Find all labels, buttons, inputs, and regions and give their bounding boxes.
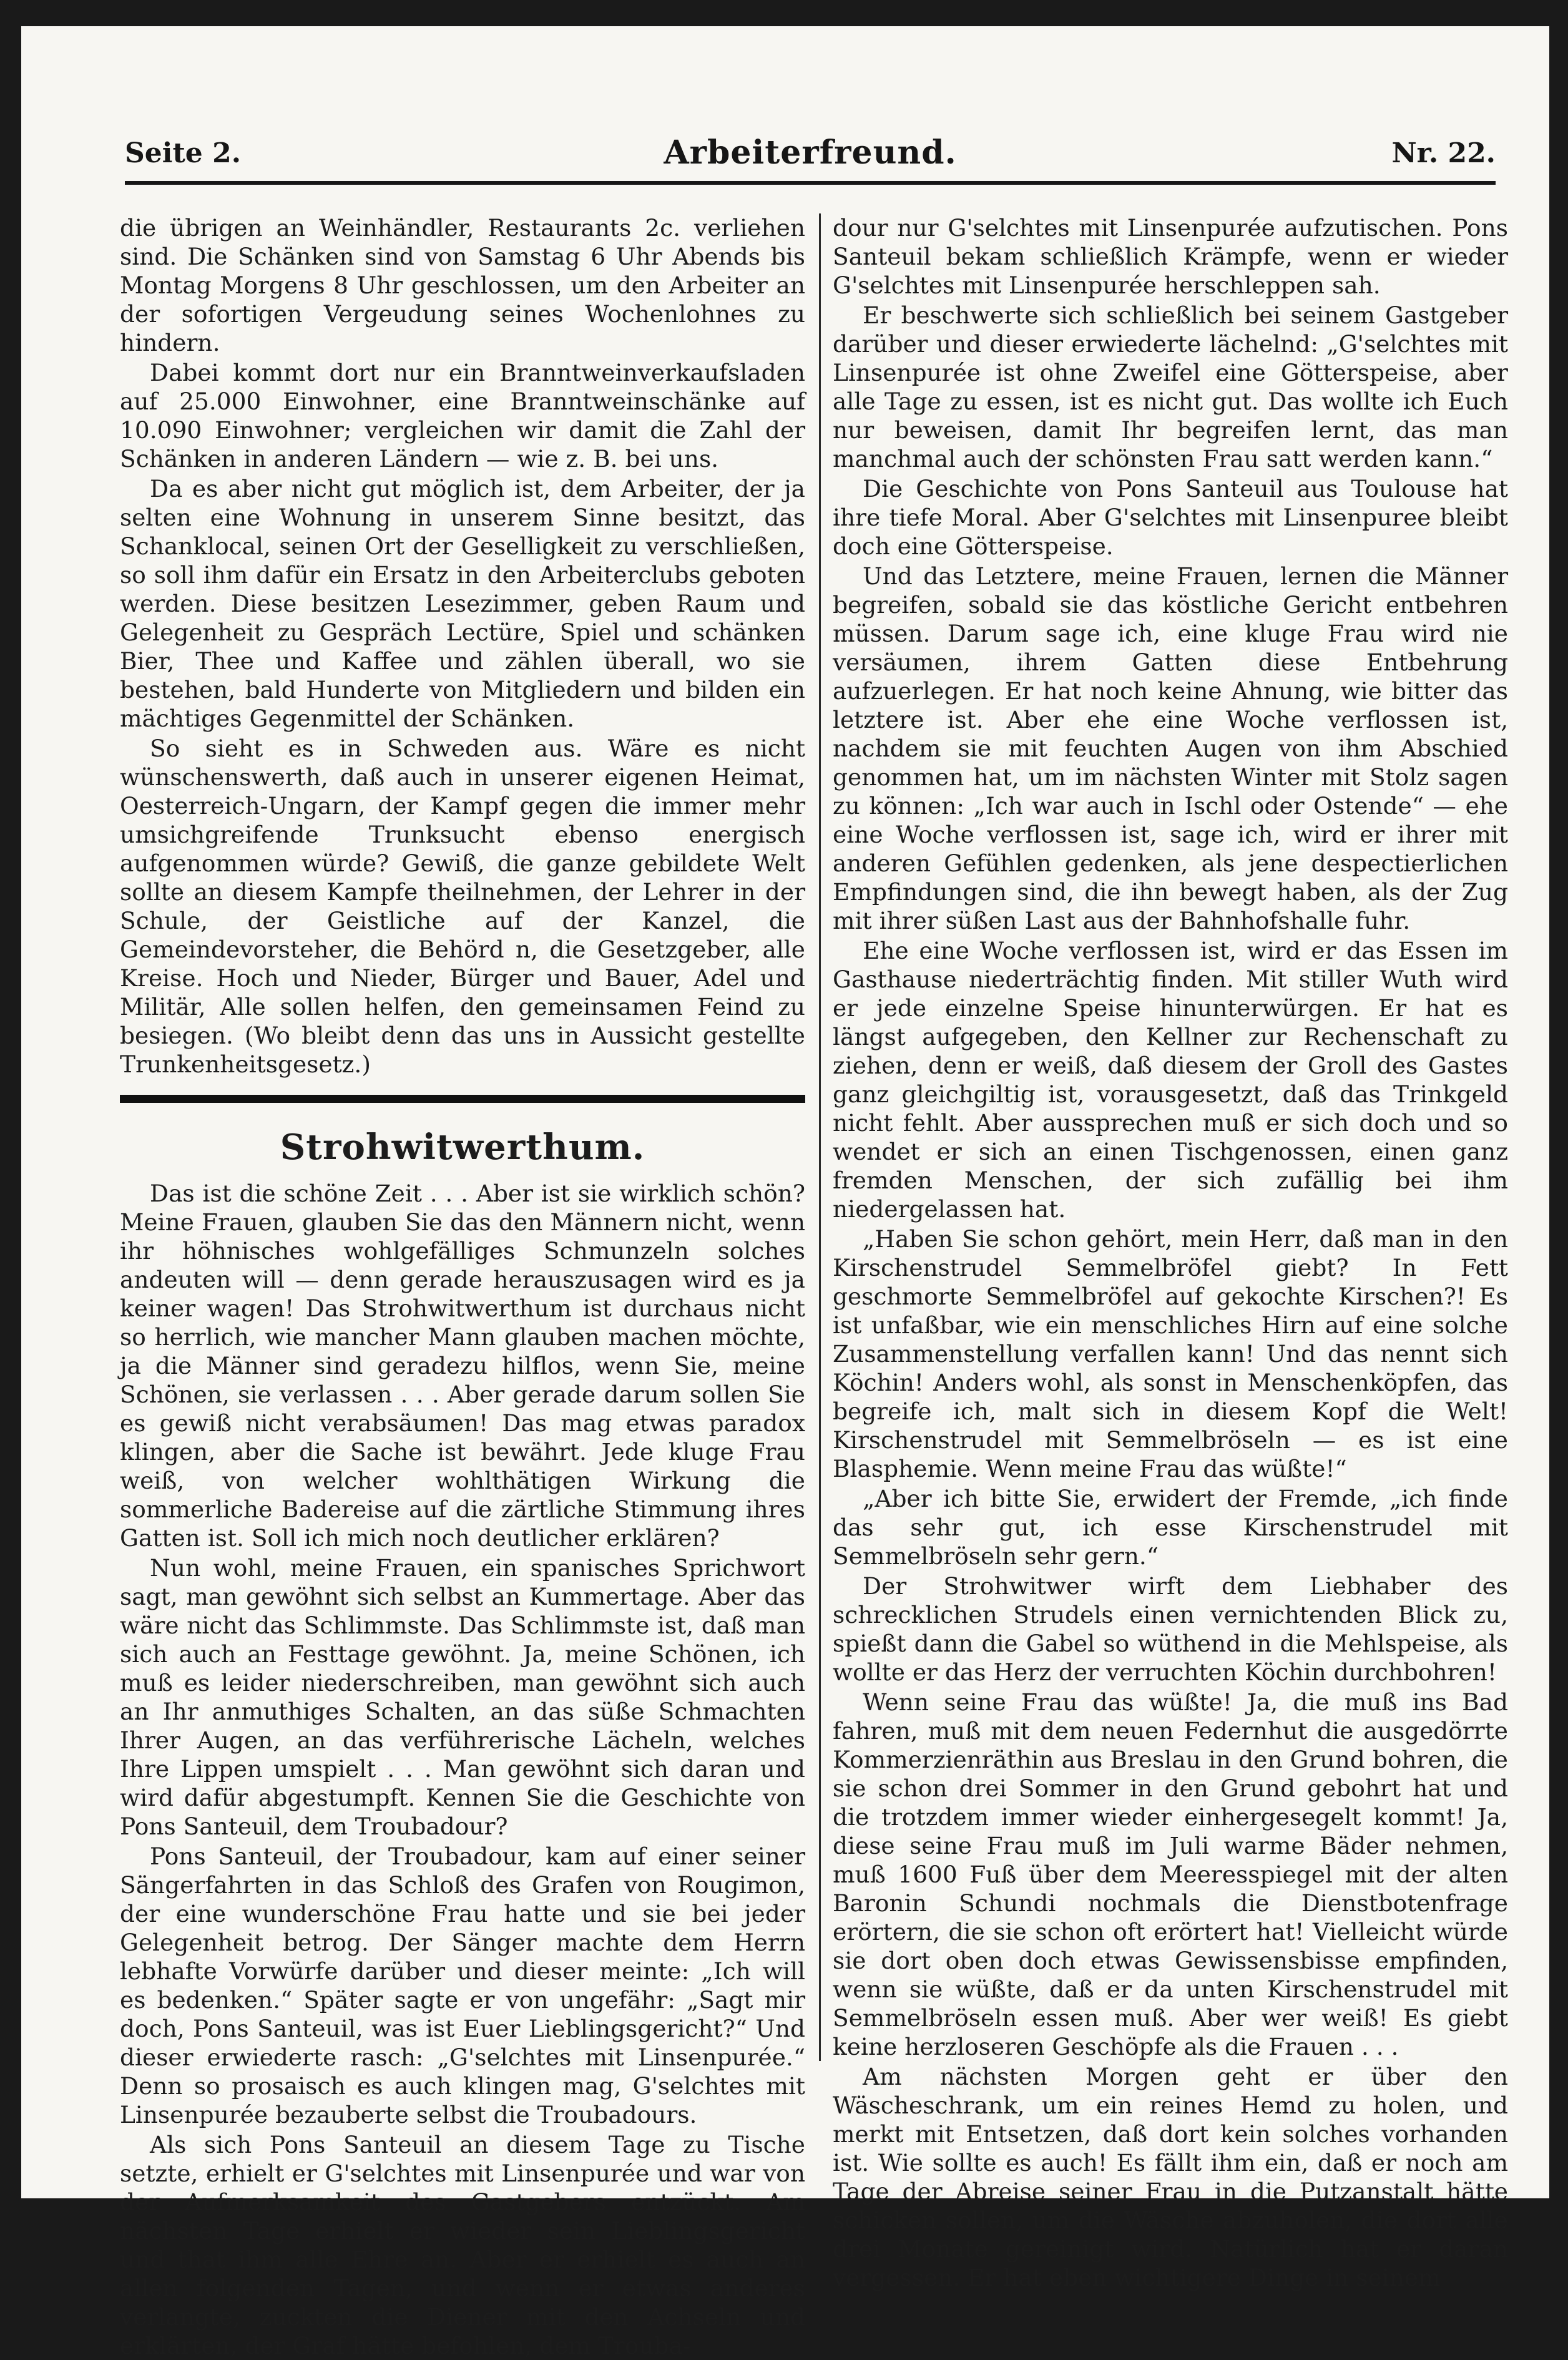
left-column — [120, 213, 805, 2359]
article-paragraph: Er beschwerte sich schließlich bei seinem Gastgeber darüber und dieser erwiederte lächelnd: „G'selchtes mit Linsenpurée ist ohne Zweifel eine Götterspeise, aber alle Tage zu essen, ist es nicht gut. Das wollte ich Euch nur beweisen, damit Ihr begreifen lernt, das man manchmal auch der schönsten Frau satt werden kann.“ — [833, 301, 1508, 472]
article-paragraph: Da es aber nicht gut möglich ist, dem Arbeiter, der ja selten eine Wohnung in unserem Sinne besitzt, das Schanklocal, seinen Ort der Geselligkeit zu verschließen, so soll ihm dafür ein Ersatz in den Arbeiterclubs geboten werden. Diese besitzen Lesezimmer, geben Raum und Gelegenheit zu Gespräch Lectüre, Spiel und schänken Bier, Thee und Kaffee und zählen überall, wo sie bestehen, bald Hunderte von Mitgliedern und bilden ein mächtiges Gegenmittel der Schänken. — [120, 475, 805, 732]
article-paragraph: die übrigen an Weinhändler, Restaurants 2c. verliehen sind. Die Schänken sind von Samstag 6 Uhr Abends bis Montag Morgens 8 Uhr geschlossen, um den Arbeiter an der sofortigen Vergeudung seines Wochenlohnes zu hindern. — [120, 214, 805, 356]
article-paragraph: dour nur G'selchtes mit Linsenpurée aufzutischen. Pons Santeuil bekam schließlich Krämpfe, wenn er wieder G'selchtes mit Linsenpurée herschleppen sah. — [833, 214, 1508, 299]
article-paragraph: Am nächsten Morgen geht er über den Wäscheschrank, um ein reines Hemd zu holen, und merkt mit Entsetzen, daß dort kein solches vorhanden ist. Wie sollte es auch! Es fällt ihm ein, daß er noch am Tage der Abreise seiner Frau in die Putzanstalt hätte schicken sollen, um die Wäsche abzuholen, die dort alle drei Monate gereinigt wird. Natürlich hat er daran vergessen. Er hat eben wichtigere Dinge in seinem — [833, 2063, 1508, 2291]
issue-number: Nr. 22. — [1391, 137, 1496, 169]
article-paragraph: Pons Santeuil, der Troubadour, kam auf einer seiner Sängerfahrten in das Schloß des Grafen von Rougimon, der eine wunderschöne Frau hatte und sie bei jeder Gelegenheit betrog. Der Sänger machte dem Herrn lebhafte Vorwürfe darüber und dieser meinte: „Ich will es bedenken.“ Später sagte er von ungefähr: „Sagt mir doch, Pons Santeuil, was ist Euer Lieblingsgericht?“ Und dieser erwiederte rasch: „G'selchtes mit Linsenpurée.“ Denn so prosaisch es auch klingen mag, G'selchtes mit Linsenpurée bezauberte selbst die Troubadours. — [120, 1843, 805, 2128]
page-number: Seite 2. — [125, 137, 242, 169]
column-divider — [819, 213, 821, 2061]
section-title: Strohwitwerthum. — [280, 1127, 645, 1168]
newspaper-page — [21, 26, 1549, 2359]
article-paragraph: Die Geschichte von Pons Santeuil aus Toulouse hat ihre tiefe Moral. Aber G'selchtes mit Linsenpuree bleibt doch eine Götterspeise. — [833, 475, 1508, 560]
section-divider — [120, 1095, 805, 1103]
article-paragraph: Ehe eine Woche verflossen ist, wird er das Essen im Gasthause niederträchtig finden. Mit stiller Wuth wird er jede einzelne Speise hinunterwürgen. Er hat es längst aufgegeben, den Kellner zur Rechenschaft zu ziehen, denn er weiß, daß diesem der Groll des Gastes ganz gleichgiltig ist, vorausgesetzt, daß das Trinkgeld nicht fehlt. Aber aussprechen muß er sich doch und so wendet er sich an einen Tischgenossen, einen ganz fremden Menschen, der sich zufällig bei ihm niedergelassen hat. — [833, 937, 1508, 1223]
article-paragraph: Der Strohwitwer wirft dem Liebhaber des schrecklichen Strudels einen vernichtenden Blick zu, spießt dann die Gabel so wüthend in die Mehlspeise, als wollte er das Herz der verruchten Köchin durchbohren! — [833, 1572, 1508, 1686]
newspaper-title: Arbeiterfreund. — [664, 134, 957, 172]
header-rule — [125, 181, 1496, 185]
article-paragraph: Wenn seine Frau das wüßte! Ja, die muß ins Bad fahren, muß mit dem neuen Federnhut die ausgedörrte Kommerzienräthin aus Breslau in den Grund bohren, die sie schon drei Sommer in den Grund gebohrt hat und die trotzdem immer wieder einhergesegelt kommt! Ja, diese seine Frau muß im Juli warme Bäder nehmen, muß 1600 Fuß über dem Meeresspiegel mit der alten Baronin Schundi nochmals die Dienstbotenfrage erörtern, die sie schon oft erörtert hat! Vielleicht würde sie dort oben doch etwas Gewissensbisse empfinden, wenn sie wüßte, daß er da unten Kirschenstrudel mit Semmelbröseln essen muß. Aber wer weiß! Es giebt keine herzloseren Geschöpfe als die Frauen . . . — [833, 1688, 1508, 2060]
article-paragraph: Das ist die schöne Zeit . . . Aber ist sie wirklich schön? Meine Frauen, glauben Sie das den Männern nicht, wenn ihr höhnisches wohlgefälliges Schmunzeln solches andeuten will — denn gerade herauszusagen wird es ja keiner wagen! Das Strohwitwerthum ist durchaus nicht so herrlich, wie mancher Mann glauben machen möchte, ja die Männer sind geradezu hilflos, wenn Sie, meine Schönen, sie verlassen . . . Aber gerade darum sollen Sie es gewiß nicht verabsäumen! Das mag etwas paradox klingen, aber die Sache ist bewährt. Jede kluge Frau weiß, von welcher wohlthätigen Wirkung die sommerliche Badereise auf die zärtliche Stimmung ihres Gatten ist. Soll ich mich noch deutlicher erklären? — [120, 1180, 805, 1552]
article-paragraph: „Aber ich bitte Sie, erwidert der Fremde, „ich finde das sehr gut, ich esse Kirschenstrudel mit Semmelbröseln sehr gern.“ — [833, 1485, 1508, 1570]
article-paragraph: Nun wohl, meine Frauen, ein spanisches Sprichwort sagt, man gewöhnt sich selbst an Kummertage. Aber das wäre nicht das Schlimmste. Das Schlimmste ist, daß man sich auch an Festtage gewöhnt. Ja, meine Schönen, ich muß es leider niederschreiben, man gewöhnt sich auch an Ihr anmuthiges Schalten, an das süße Schmachten Ihrer Augen, an das verführerische Lächeln, welches Ihre Lippen umspielt . . . Man gewöhnt sich daran und wird dafür abgestumpft. Kennen Sie die Geschichte von Pons Santeuil, dem Troubadour? — [120, 1554, 805, 1840]
article-paragraph: Und das Letztere, meine Frauen, lernen die Männer begreifen, sobald sie das köstliche Gericht entbehren müssen. Darum sage ich, eine kluge Frau wird nie versäumen, ihrem Gatten diese Entbehrung aufzuerlegen. Er hat noch keine Ahnung, wie bitter das letztere ist. Aber ehe eine Woche verflossen ist, nachdem sie mit feuchten Augen von ihm Abschied genommen hat, um im nächsten Winter mit Stolz sagen zu können: „Ich war auch in Ischl oder Ostende“ — ehe eine Woche verflossen ist, sage ich, wird er ihrer mit anderen Gefühlen gedenken, als jene despectierlichen Empfindungen sind, die ihn bewegt haben, als der Zug mit ihrer süßen Last aus der Bahnhofshalle fuhr. — [833, 562, 1508, 934]
page-header — [125, 119, 1496, 176]
article-paragraph: „Haben Sie schon gehört, mein Herr, daß man in den Kirschenstrudel Semmelbröfel giebt? In Fett geschmorte Semmelbröfel auf gekochte Kirschen?! Es ist unfaßbar, wie ein menschliches Hirn auf eine solche Zusammenstellung verfallen kann! Und das nennt sich Köchin! Anders wohl, als sonst in Menschenköpfen, das begreife ich, malt sich in diesem Kopf die Welt! Kirschenstrudel mit Semmelbröseln — es ist eine Blasphemie. Wenn meine Frau das wüßte!“ — [833, 1225, 1508, 1482]
right-column — [833, 213, 1508, 2291]
article-paragraph: Dabei kommt dort nur ein Branntweinverkaufsladen auf 25.000 Einwohner, eine Branntweinschänke auf 10.090 Einwohner; vergleichen wir damit die Zahl der Schänken in anderen Ländern — wie z. B. bei uns. — [120, 359, 805, 472]
article-paragraph: So sieht es in Schweden aus. Wäre es nicht wünschenswerth, daß auch in unserer eigenen Heimat, Oesterreich-Ungarn, der Kampf gegen die immer mehr umsichgreifende Trunksucht ebenso energisch aufgenommen würde? Gewiß, die ganze gebildete Welt sollte an diesem Kampfe theilnehmen, der Lehrer in der Schule, der Geistliche auf der Kanzel, die Gemeindevorsteher, die Behörd n, die Gesetzgeber, alle Kreise. Hoch und Nieder, Bürger und Bauer, Adel und Militär, Alle sollen helfen, den gemeinsamen Feind zu besiegen. (Wo bleibt denn das uns in Aussicht gestellte Trunkenheitsgesetz.) — [120, 735, 805, 1078]
article-paragraph: Als sich Pons Santeuil an diesem Tage zu Tische setzte, erhielt er G'selchtes mit Linsenpurée und war von der Aufmerksamkeit des Gastgebers entzückt. Am nächsten Tage erhielt er wieder sein Lieblingsgericht und that ihm alle Ehre an. Aber er erhielt es auch an allen folgenden Tagen, und wenn er etwas anderes verlangte, zuckten die Diener mit den Achseln und erklärten, der Graf hätte befohlen, dem Trouba- — [120, 2131, 805, 2359]
